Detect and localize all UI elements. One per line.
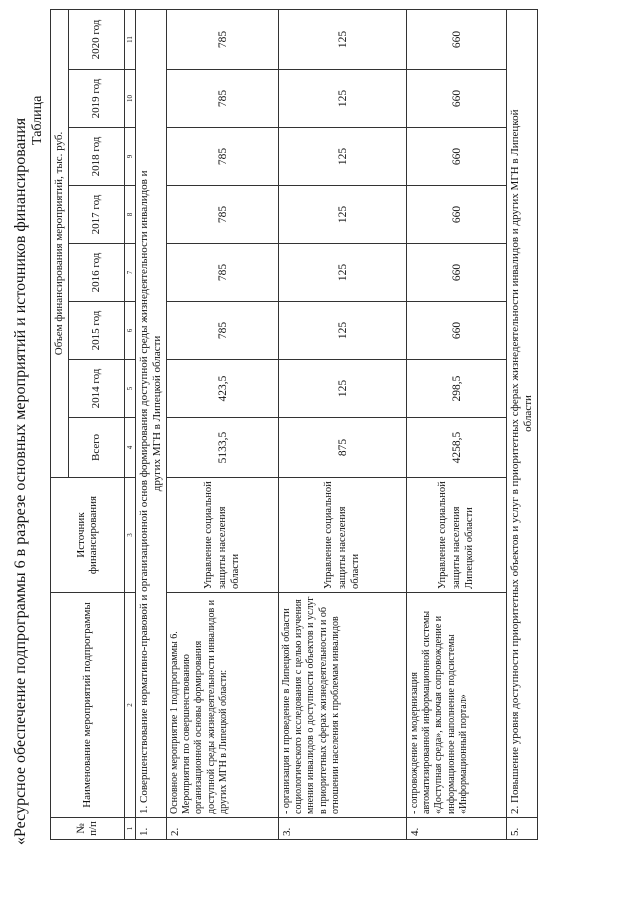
table-label: Таблица	[30, 95, 45, 145]
activity-name: - сопровождение и модернизация автоматизированной информационной системы «Доступная среда», включая сопровождение и информационное наполнение подсистемы «Информационный портал»	[407, 593, 507, 818]
year-value: 785	[167, 302, 279, 360]
section-heading	[135, 9, 166, 817]
header-year: 2017 год	[68, 186, 124, 244]
header-year: 2016 год	[68, 244, 124, 302]
year-value: 125	[279, 70, 407, 128]
column-index: 11	[124, 9, 135, 69]
header-volume: Объем финансирования мероприятий, тыс. руб.	[51, 9, 69, 477]
column-index: 4	[124, 418, 135, 478]
year-value: 785	[167, 244, 279, 302]
table-row	[279, 9, 407, 839]
year-value: 125	[279, 244, 407, 302]
document-title: «Ресурсное обеспечение подпрограммы 6 в разрезе основных мероприятий и источников финансирования	[12, 117, 29, 845]
header-year: 2019 год	[68, 70, 124, 128]
header-year: 2018 год	[68, 128, 124, 186]
year-value: 125	[279, 186, 407, 244]
year-value: 125	[279, 128, 407, 186]
year-value: 298,5	[407, 360, 507, 418]
year-value: 125	[279, 360, 407, 418]
row-number: 1.	[135, 818, 166, 840]
table-row	[167, 9, 279, 839]
section-heading-line: 1. Совершенствование нормативно-правовой и организационной основ формирования доступной среды жизнедеятельности инвалидов и	[137, 170, 150, 814]
section-heading-line: области	[522, 395, 535, 432]
column-index: 8	[124, 186, 135, 244]
year-value: 785	[167, 128, 279, 186]
column-index: 7	[124, 244, 135, 302]
year-value: 423,5	[167, 360, 279, 418]
funding-source: Управление социальной защиты населения Липецкой области	[407, 478, 507, 593]
year-value: 785	[167, 9, 279, 69]
section-heading-line: других МГН в Липецкой области	[150, 335, 163, 492]
row-number: 4.	[407, 818, 507, 840]
year-value: 125	[279, 9, 407, 69]
row-number: 3.	[279, 818, 407, 840]
year-value: 660	[407, 244, 507, 302]
row-number: 5.	[507, 818, 538, 840]
financing-table	[50, 9, 538, 840]
column-index-row	[124, 9, 135, 839]
year-value: 660	[407, 186, 507, 244]
activity-name: Основное мероприятие 1 подпрограммы 6. Мероприятия по совершенствованию организационной основы формирования доступной среды жизнедеятельности инвалидов и других МГН в Липецкой области:	[167, 593, 279, 818]
header-row-1	[51, 9, 69, 839]
total-value: 4258,5	[407, 418, 507, 478]
row-number: 2.	[167, 818, 279, 840]
section-row-2	[507, 9, 538, 839]
header-num: № п/п	[51, 818, 125, 840]
year-value: 660	[407, 128, 507, 186]
column-index: 6	[124, 302, 135, 360]
column-index: 3	[124, 478, 135, 593]
column-index: 2	[124, 593, 135, 818]
section-heading	[507, 9, 538, 817]
header-year: 2014 год	[68, 360, 124, 418]
year-value: 125	[279, 302, 407, 360]
total-value: 875	[279, 418, 407, 478]
header-total: Всего	[68, 418, 124, 478]
funding-source: Управление социальной защиты населения области	[167, 478, 279, 593]
column-index: 5	[124, 360, 135, 418]
year-value: 660	[407, 9, 507, 69]
section-heading-line: 2. Повышение уровня доступности приоритетных объектов и услуг в приоритетных сферах жизнедеятельности инвалидов и других МГН в Липецкой	[509, 109, 522, 814]
activity-name: - организация и проведение в Липецкой области социологического исследования с целью изучения мнения инвалидов о доступности объектов и услуг в приоритетных сферах жизнедеятельности и об отношении населения к проблемам инвалидов	[279, 593, 407, 818]
section-row-1	[135, 9, 166, 839]
column-index: 1	[124, 818, 135, 840]
year-value: 660	[407, 302, 507, 360]
header-year: 2015 год	[68, 302, 124, 360]
header-source: Источник финансирования	[51, 478, 125, 593]
year-value: 785	[167, 70, 279, 128]
column-index: 9	[124, 128, 135, 186]
funding-source: Управление социальной защиты населения области	[279, 478, 407, 593]
year-value: 660	[407, 70, 507, 128]
column-index: 10	[124, 70, 135, 128]
table-row	[407, 9, 507, 839]
header-year: 2020 год	[68, 9, 124, 69]
year-value: 785	[167, 186, 279, 244]
total-value: 5133,5	[167, 418, 279, 478]
header-name: Наименование мероприятий подпрограммы	[51, 593, 125, 818]
